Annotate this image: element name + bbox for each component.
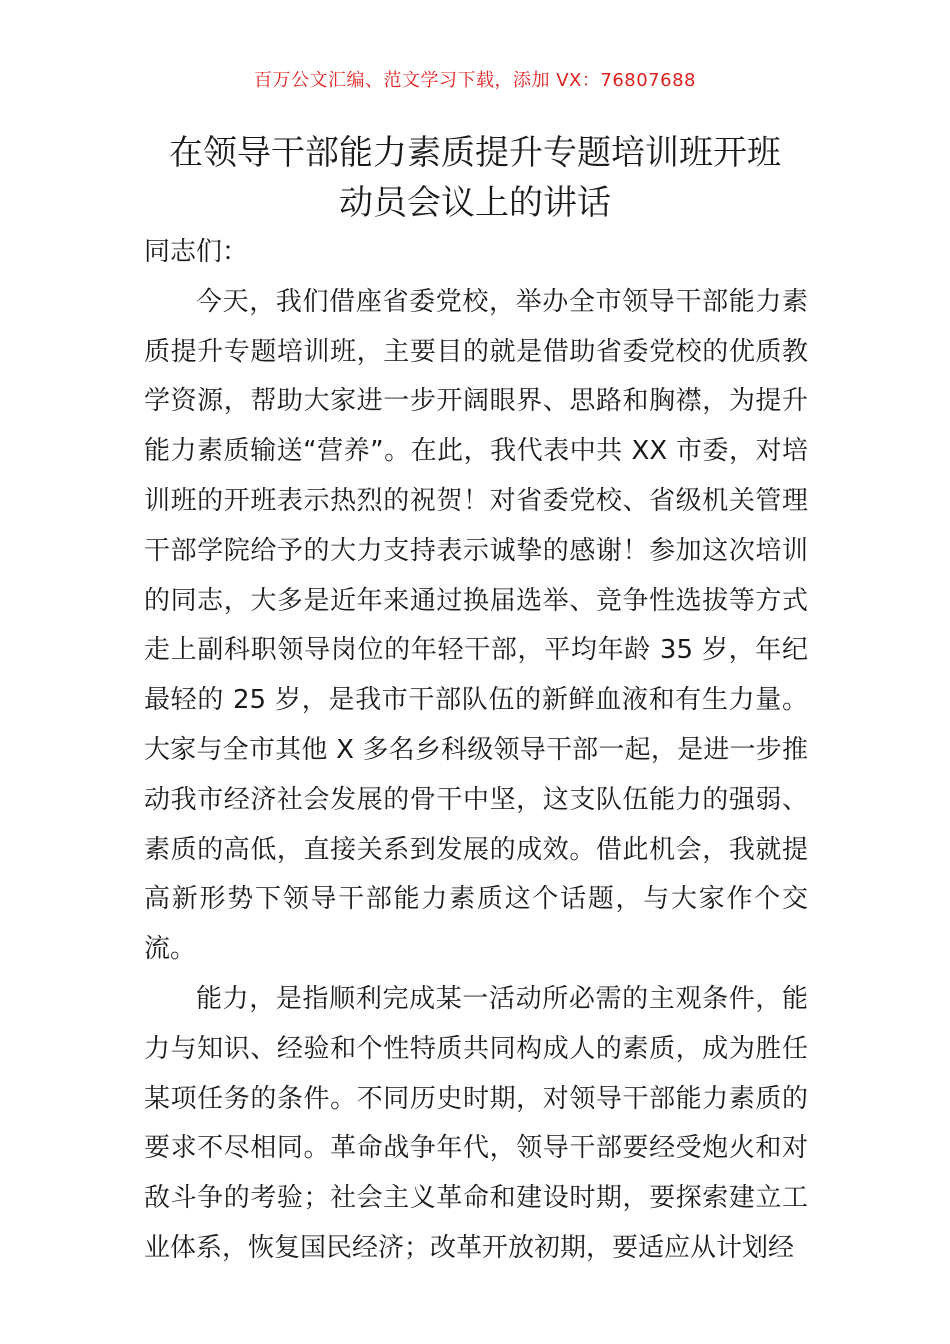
salutation: 同志们： (144, 237, 249, 267)
document-title-line-1: 在领导干部能力素质提升专题培训班开班 (169, 133, 781, 173)
paragraph-1: 今天，我们借座省委党校，举办全市领导干部能力素质提升专题培训班，主要目的就是借助省委党校的优质教学资源，帮助大家进一步开阔眼界、思路和胸襟，为提升能力素质输送“营养”。在此，我代表中共 XX 市委，对培训班的开班表示热烈的祝贺！对省委党校、省级机关管理干部学院给予的大力支持表示诚挚的感谢！参加这次培训的同志，大多是近年来通过换届选举、竞争性选拔等方式走上副科职领导岗位的年轻干部，平均年龄 35 岁，年纪最轻的 25 岁，是我市干部队伍的新鲜血液和有生力量。大家与全市其他 X 多名乡科级领导干部一起，是进一步推动我市经济社会发展的骨干中坚，这支队伍能力的强弱、素质的高低，直接关系到发展的成效。借此机会，我就提高新形势下领导干部能力素质这个话题，与大家作个交流。 (144, 286, 808, 965)
document-title-line-2: 动员会议上的讲话 (339, 183, 611, 223)
document-title (120, 128, 830, 228)
document-body (144, 228, 808, 1274)
header-watermark-note: 百万公文汇编、范文学习下载，添加 VX：76807688 (254, 70, 696, 91)
paragraph-2: 能力，是指顺利完成某一活动所必需的主观条件，能力与知识、经验和个性特质共同构成人的素质，成为胜任某项任务的条件。不同历史时期，对领导干部能力素质的要求不尽相同。革命战争年代，领导干部要经受炮火和对敌斗争的考验；社会主义革命和建设时期，要探索建立工业体系，恢复国民经济；改革开放初期，要适应从计划经 (144, 983, 808, 1263)
